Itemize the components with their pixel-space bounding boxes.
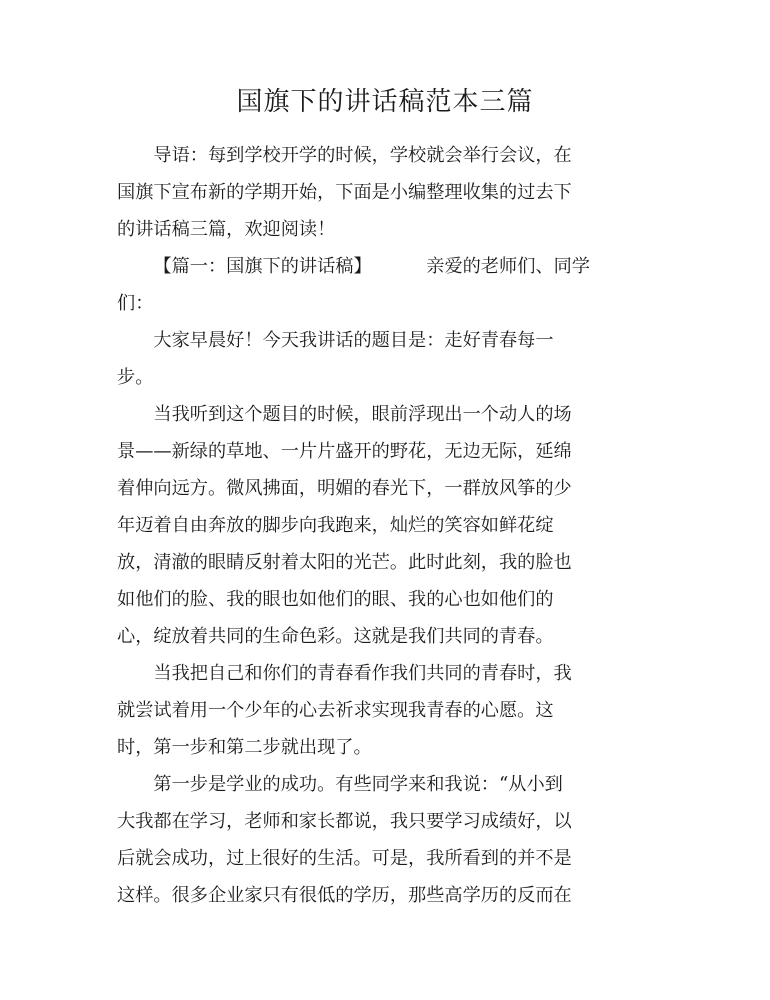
paragraph-line: 就尝试着用一个少年的心去祈求实现我青春的心愿。这 xyxy=(117,700,554,721)
body-paragraph xyxy=(117,766,637,914)
paragraph-line: 如他们的脸、我的眼也如他们的眼、我的心也如他们的 xyxy=(117,589,554,610)
paragraph-line: 时，第一步和第二步就出现了。 xyxy=(117,737,372,758)
intro-paragraph xyxy=(117,137,637,248)
section-heading-paragraph xyxy=(117,248,637,322)
paragraph-line: 着伸向远方。微风拂面，明媚的春光下，一群放风筝的少 xyxy=(117,478,572,499)
paragraph-line: 步。 xyxy=(117,367,154,388)
paragraph-line: 大我都在学习，老师和家长都说，我只要学习成绩好，以 xyxy=(117,811,572,832)
paragraph-line: 心，绽放着共同的生命色彩。这就是我们共同的青春。 xyxy=(117,626,554,647)
document-title: 国旗下的讲话稿范本三篇 xyxy=(236,87,534,117)
paragraph-line: 这样。很多企业家只有很低的学历，那些高学历的反而在 xyxy=(117,885,572,906)
intro-line: 的讲话稿三篇，欢迎阅读！ xyxy=(117,219,336,240)
document-body xyxy=(117,137,637,914)
section-heading: 【篇一：国旗下的讲话稿】 xyxy=(153,256,372,277)
paragraph-line: 大家早晨好！今天我讲话的题目是：走好青春每一 xyxy=(153,330,554,351)
greeting-text: 亲爱的老师们、同学 xyxy=(426,256,590,277)
paragraph-line: 放，清澈的眼睛反射着太阳的光芒。此时此刻，我的脸也 xyxy=(117,552,572,573)
paragraph-line: 景——新绿的草地、一片片盛开的野花，无边无际，延绵 xyxy=(117,441,572,462)
paragraph-line: 当我把自己和你们的青春看作我们共同的青春时，我 xyxy=(153,663,572,684)
body-paragraph xyxy=(117,655,637,766)
paragraph-line: 年迈着自由奔放的脚步向我跑来，灿烂的笑容如鲜花绽 xyxy=(117,515,554,536)
greeting-text-end: 们： xyxy=(117,293,154,314)
body-paragraph xyxy=(117,396,637,655)
intro-line: 国旗下宣布新的学期开始，下面是小编整理收集的过去下 xyxy=(117,182,572,203)
intro-line: 导语：每到学校开学的时候，学校就会举行会议，在 xyxy=(153,145,572,166)
paragraph-line: 第一步是学业的成功。有些同学来和我说：“从小到 xyxy=(153,774,563,795)
paragraph-line: 后就会成功，过上很好的生活。可是，我所看到的并不是 xyxy=(117,848,572,869)
body-paragraph xyxy=(117,322,637,396)
paragraph-line: 当我听到这个题目的时候，眼前浮现出一个动人的场 xyxy=(153,404,572,425)
